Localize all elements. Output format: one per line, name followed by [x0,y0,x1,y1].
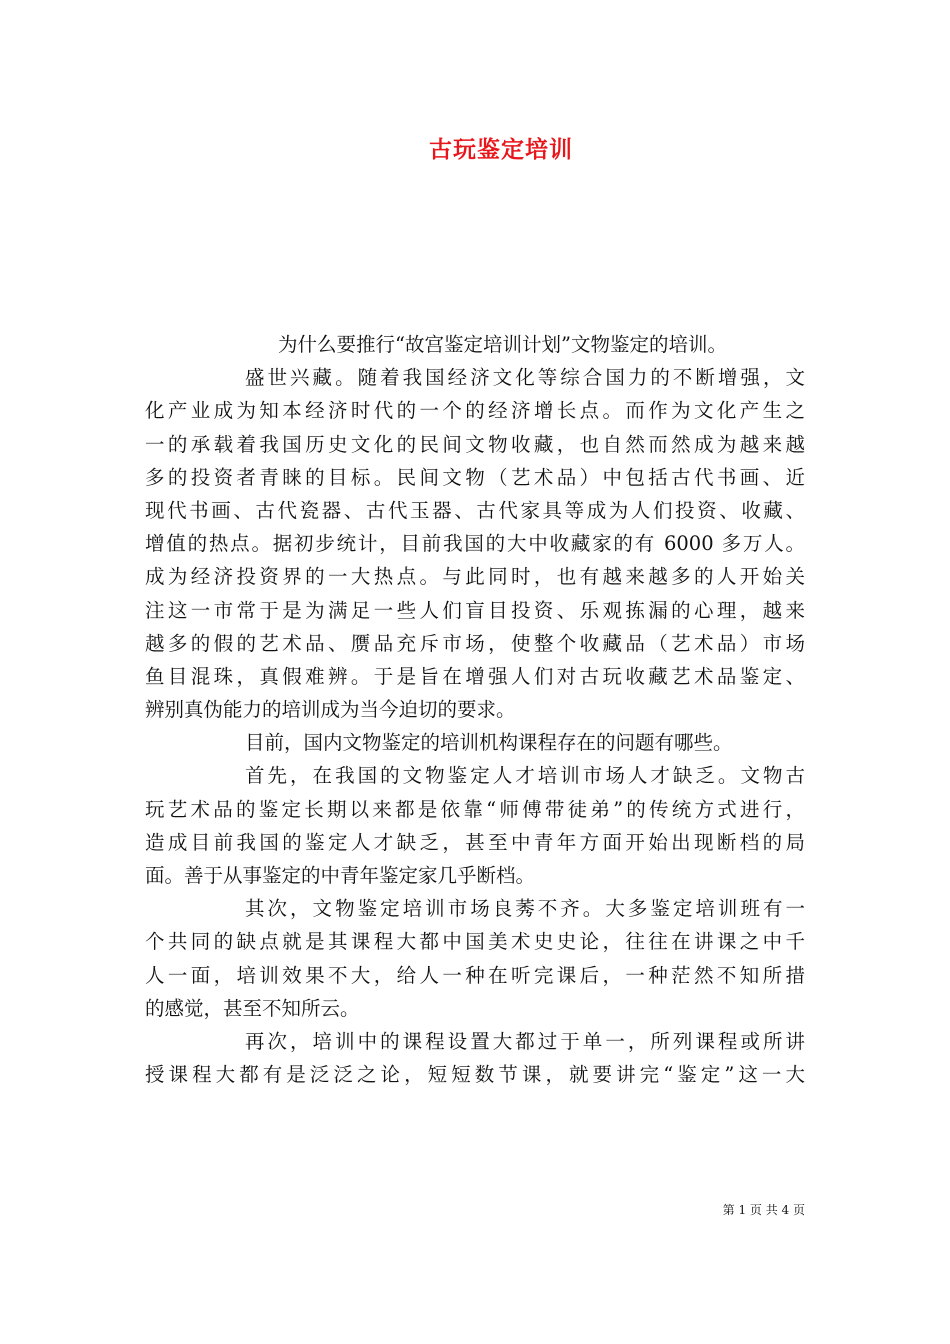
text-line: 其次，文物鉴定培训市场良莠不齐。大多鉴定培训班有一 [245,897,805,921]
text-line: 为什么要推行“故宫鉴定培训计划”文物鉴定的培训。 [278,333,727,356]
text-line: 鱼目混珠，真假难辨。于是旨在增强人们对古玩收藏艺术品鉴定、 [145,664,805,688]
text-line: 面。善于从事鉴定的中青年鉴定家几乎断档。 [145,864,536,887]
page-title: 古玩鉴定培训 [429,136,573,163]
text-line: 增值的热点。据初步统计，目前我国的大中收藏家的有 6000 多万人。 [145,532,805,556]
text-line: 玩艺术品的鉴定长期以来都是依靠“师傅带徒弟”的传统方式进行， [145,797,805,821]
text-line: 再次，培训中的课程设置大都过于单一，所列课程或所讲 [245,1029,805,1053]
page-number: 第 1 页 共 4 页 [722,1203,805,1217]
text-line: 个共同的缺点就是其课程大都中国美术史史论，往往在讲课之中千 [145,930,805,954]
text-line: 人一面，培训效果不大，给人一种在听完课后，一种茫然不知所措 [145,963,805,987]
text-line: 辨别真伪能力的培训成为当今迫切的要求。 [145,698,516,722]
text-line: 一的承载着我国历史文化的民间文物收藏，也自然而然成为越来越 [145,432,805,456]
text-line: 多的投资者青睐的目标。民间文物（艺术品）中包括古代书画、近 [145,465,805,489]
text-line: 的感觉，甚至不知所云。 [145,996,360,1020]
text-line: 成为经济投资界的一大热点。与此同时，也有越来越多的人开始关 [145,565,805,589]
text-line: 化产业成为知本经济时代的一个的经济增长点。而作为文化产生之 [145,399,805,423]
text-line: 注这一市常于是为满足一些人们盲目投资、乐观拣漏的心理，越来 [145,598,805,622]
text-line: 授课程大都有是泛泛之论，短短数节课，就要讲完“鉴定”这一大 [145,1063,805,1087]
text-line: 造成目前我国的鉴定人才缺乏，甚至中青年方面开始出现断档的局 [145,830,805,854]
text-line: 目前，国内文物鉴定的培训机构课程存在的问题有哪些。 [245,731,733,755]
text-line: 首先，在我国的文物鉴定人才培训市场人才缺乏。文物古 [245,764,805,788]
text-line: 现代书画、古代瓷器、古代玉器、古代家具等成为人们投资、收藏、 [145,498,805,522]
document-body [145,328,805,1091]
text-line: 越多的假的艺术品、赝品充斥市场，使整个收藏品（艺术品）市场 [145,631,805,655]
text-line: 盛世兴藏。随着我国经济文化等综合国力的不断增强，文 [245,366,805,390]
